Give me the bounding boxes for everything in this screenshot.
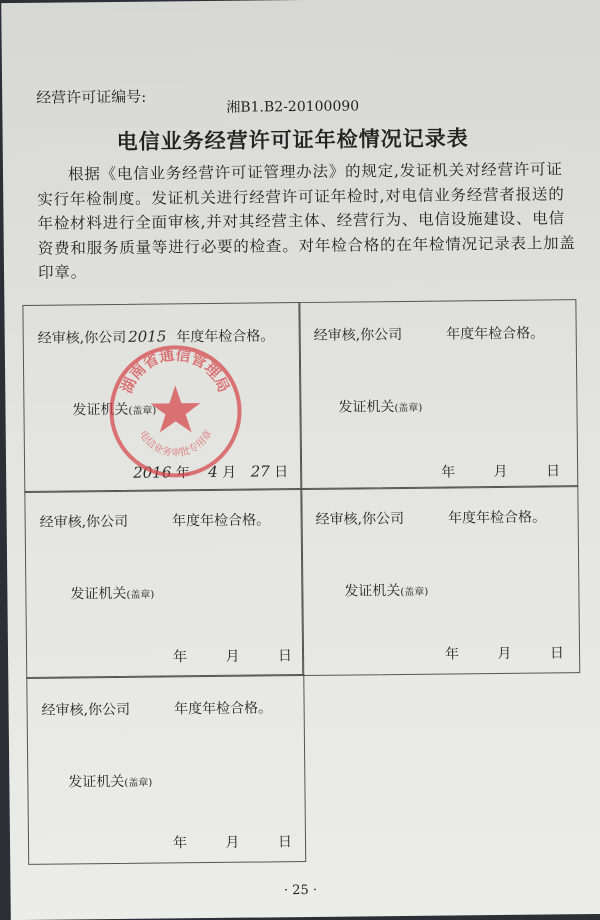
document-page xyxy=(1,0,600,920)
date-year-handwritten: 2016 xyxy=(133,463,172,482)
cell-stamp-note: (盖章) xyxy=(124,777,153,789)
document-title: 电信业务经营许可证年检情况记录表 xyxy=(116,125,469,154)
cell-issuer: 发证机关 xyxy=(344,583,401,600)
date-month-handwritten: 4 xyxy=(208,462,218,482)
svg-text:电信业务审批专用章 xyxy=(137,427,215,459)
date-month-label: 月 xyxy=(493,463,508,481)
cell-issuer: 发证机关 xyxy=(70,585,127,603)
date-year-label: 年 xyxy=(441,464,456,481)
cell-prefix: 经审核,你公司 xyxy=(315,510,405,528)
cell-issuer: 发证机关 xyxy=(68,773,125,791)
date-year-label: 年 xyxy=(172,835,188,852)
cell-stamp-note: (盖章) xyxy=(126,589,155,601)
cell-stamp-note: (盖章) xyxy=(394,402,423,415)
date-day-handwritten: 27 xyxy=(250,462,270,481)
date-year-label: 年 xyxy=(444,646,460,663)
inspection-cell-5 xyxy=(26,674,306,865)
license-number-label: 经营许可证编号: xyxy=(36,87,147,107)
date-day-label: 日 xyxy=(274,464,289,481)
cell-year-handwritten: 2015 xyxy=(128,327,167,346)
seal-inner-text: 电信业务审批专用章 xyxy=(136,428,215,459)
date-day-label: 日 xyxy=(549,645,565,662)
date-month-label: 月 xyxy=(225,834,240,851)
date-day-label: 日 xyxy=(277,648,293,665)
date-month-label: 月 xyxy=(225,648,240,665)
cell-prefix: 经审核,你公司 xyxy=(41,701,131,719)
cell-issuer: 发证机关 xyxy=(72,401,129,419)
cell-suffix: 年度年检合格。 xyxy=(176,328,275,346)
inspection-cell-2 xyxy=(298,299,578,490)
cell-suffix: 年度年检合格。 xyxy=(446,325,545,343)
date-month-label: 月 xyxy=(497,645,512,663)
inspection-cell-3 xyxy=(24,488,304,679)
cell-suffix: 年度年检合格。 xyxy=(448,509,547,527)
cell-issuer: 发证机关 xyxy=(338,399,395,416)
intro-paragraph: 根据《电信业务经营许可证管理办法》的规定,发证机关对经营许可证实行年检制度。发证机关进行经营许可证年检时,对电信业务经营者报送的年检材料进行全面审核,并对其经营主体、经营行为、电信设施建设、电信资费和服务质量等进行必要的检查。对年检合格的在年检情况记录表上加盖印章。 xyxy=(37,160,576,282)
seal-outer-text: 湖南省通信管理局 xyxy=(117,345,234,396)
cell-stamp-note: (盖章) xyxy=(400,586,429,599)
cell-suffix: 年度年检合格。 xyxy=(173,700,273,718)
cell-stamp-note: (盖章) xyxy=(128,405,157,417)
license-number-value: 湘B1.B2-20100090 xyxy=(226,98,360,116)
cell-prefix: 经审核,你公司 xyxy=(37,329,127,347)
date-year-label: 年 xyxy=(172,649,188,666)
date-year-label: 年 xyxy=(175,465,190,482)
cell-prefix: 经审核,你公司 xyxy=(313,326,403,344)
seal-star-icon xyxy=(150,385,200,433)
official-seal-stamp xyxy=(105,341,246,482)
page-number: · 25 · xyxy=(283,882,318,899)
date-month-label: 月 xyxy=(222,464,237,481)
date-day-label: 日 xyxy=(277,834,293,851)
date-day-label: 日 xyxy=(545,463,561,480)
cell-prefix: 经审核,你公司 xyxy=(39,513,129,531)
cell-suffix: 年度年检合格。 xyxy=(172,512,271,530)
inspection-cell-4 xyxy=(300,485,580,676)
